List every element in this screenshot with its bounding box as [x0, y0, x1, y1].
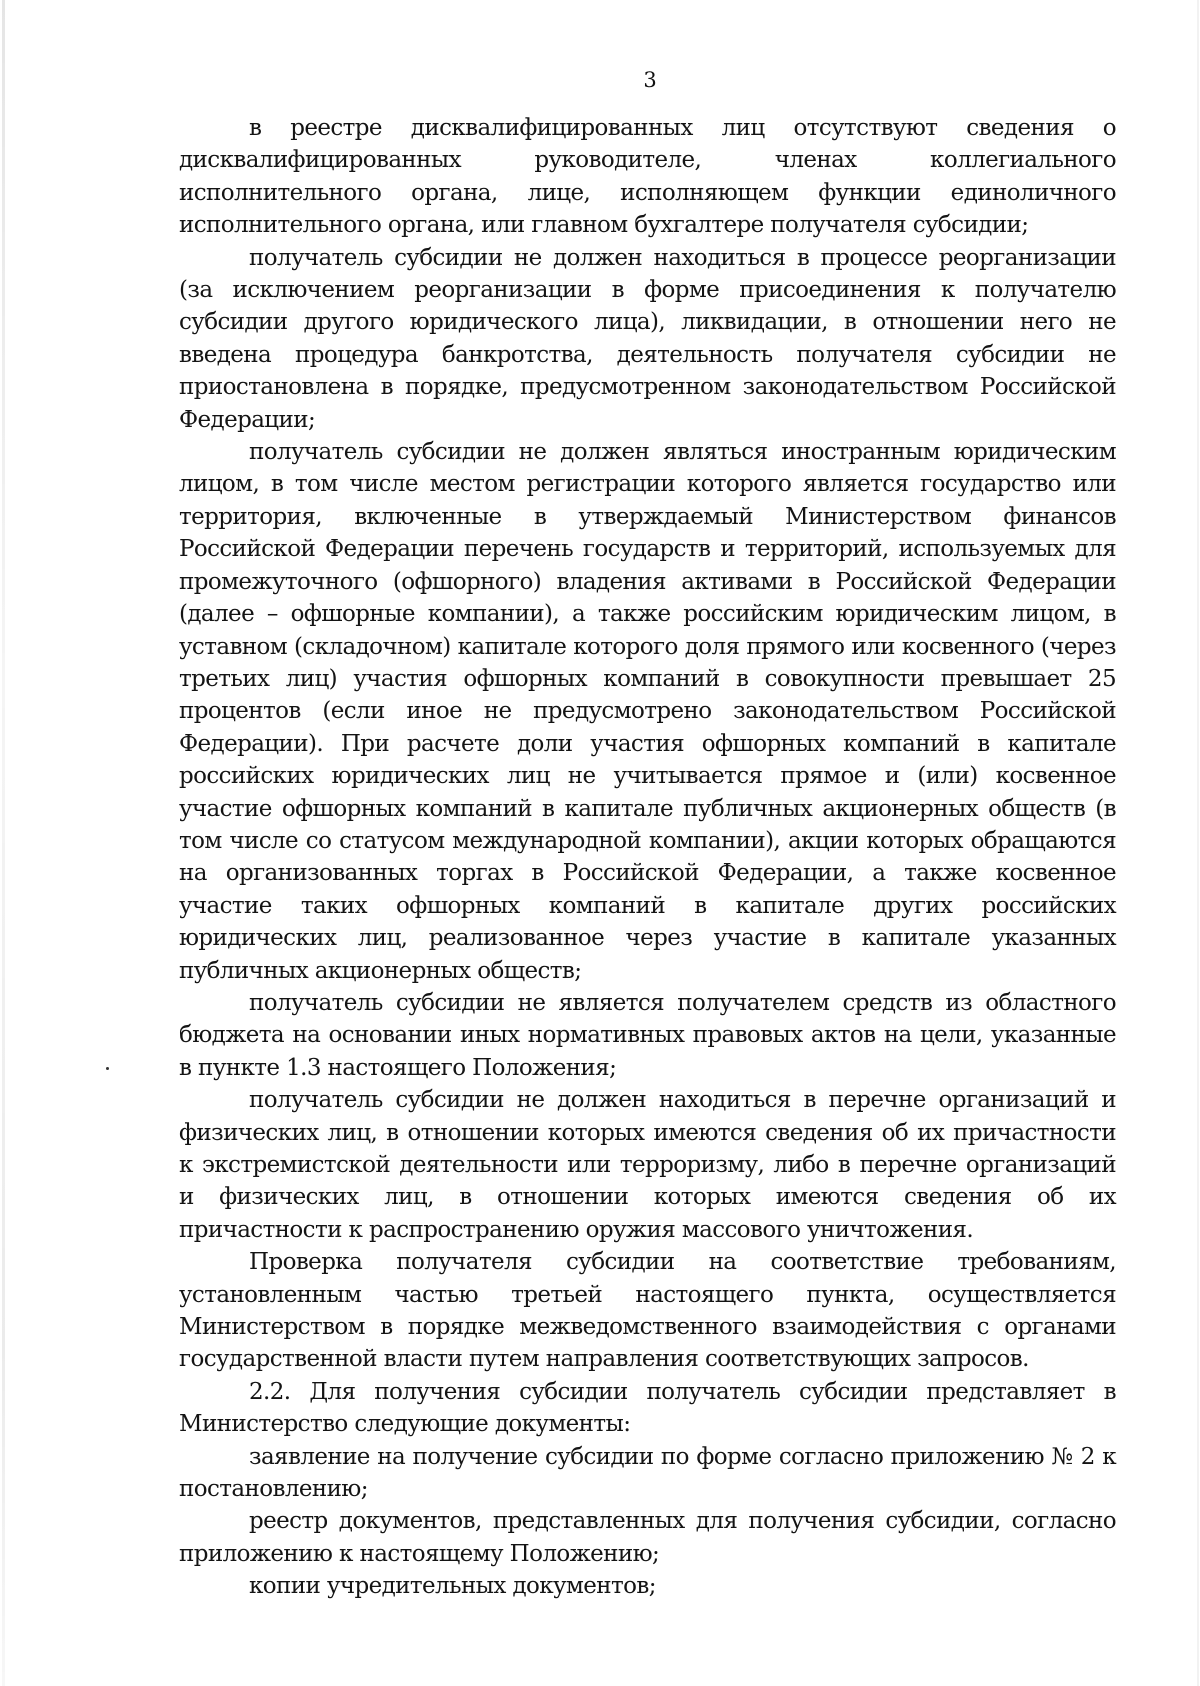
paragraph: получатель субсидии не должен находиться в перечне организаций и физических лиц, в отношении которых имеются сведения об их причастности к экстремистской деятельности или терроризму, либо в перечне организаций и физических лиц, в отношении которых имеются сведения об их причастности к распространению оружия массового уничтожения.: [179, 1087, 1116, 1243]
paragraph: копии учредительных документов;: [249, 1573, 656, 1600]
paragraph: в реестре дисквалифицированных лиц отсутствуют сведения о дисквалифицированных руководителе, членах коллегиального исполнительного органа, лице, исполняющем функции единоличного исполнительного органа, или главном бухгалтере получателя субсидии;: [179, 115, 1116, 239]
page-number: 3: [643, 68, 657, 92]
scan-edge-left: [2, 0, 5, 1686]
paragraph: реестр документов, представленных для получения субсидии, согласно приложению к настоящему Положению;: [179, 1508, 1116, 1567]
paragraph: Проверка получателя субсидии на соответствие требованиям, установленным частью третьей настоящего пункта, осуществляется Министерством в порядке межведомственного взаимодействия с органами государственной власти путем направления соответствующих запросов.: [179, 1249, 1116, 1373]
document-body: [179, 112, 1116, 1603]
paragraph: 2.2. Для получения субсидии получатель субсидии представляет в Министерство следующие документы:: [179, 1378, 1116, 1438]
paragraph: получатель субсидии не является получателем средств из областного бюджета на основании иных нормативных правовых актов на цели, указанные в пункте 1.3 настоящего Положения;: [179, 989, 1116, 1081]
scan-speck: [106, 1067, 109, 1070]
paragraph: получатель субсидии не должен находиться в процессе реорганизации (за исключением реорганизации в форме присоединения к получателю субсидии другого юридического лица), ликвидации, в отношении него не введена процедура банкротства, деятельность получателя субсидии не приостановлена в порядке, предусмотренном законодательством Российской Федерации;: [179, 244, 1116, 433]
scan-edge-right: [1197, 0, 1199, 1686]
paragraph: заявление на получение субсидии по форме согласно приложению № 2 к постановлению;: [179, 1443, 1116, 1503]
paragraph: получатель субсидии не должен являться иностранным юридическим лицом, в том числе местом регистрации которого является государство или территория, включенные в утверждаемый Министерством финансов Российской Федерации перечень государств и территорий, используемых для промежуточного (офшорного) владения активами в Российской Федерации (далее – офшорные компании), а также российским юридическим лицом, в уставном (складочном) капитале которого доля прямого или косвенного (через третьих лиц) участия офшорных компаний в совокупности превышает 25 процентов (если иное не предусмотрено законодательством Российской Федерации). При расчете доли участия офшорных компаний в капитале российских юридических лиц не учитывается прямое и (или) косвенное участие офшорных компаний в капитале публичных акционерных обществ (в том числе со статусом международной компании), акции которых обращаются на организованных торгах в Российской Федерации, а также косвенное участие таких офшорных компаний в капитале других российских юридических лиц, реализованное через участие в капитале указанных публичных акционерных обществ;: [179, 439, 1116, 984]
